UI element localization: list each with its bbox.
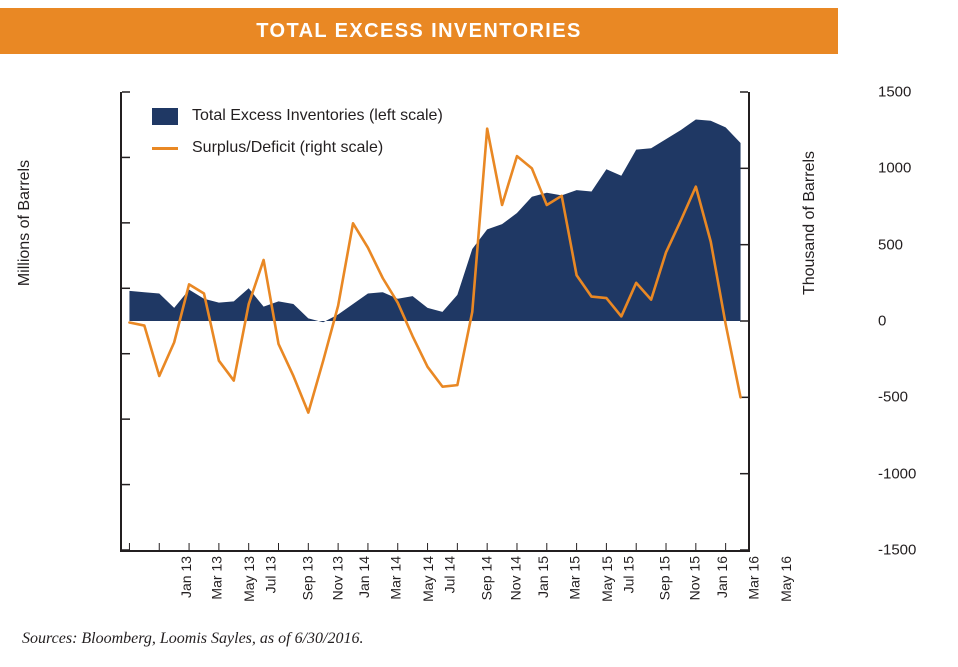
x-axis-tick: Jan 15	[535, 556, 552, 599]
legend-swatch-line-icon	[152, 147, 178, 150]
x-axis-tick: Mar 15	[566, 556, 583, 600]
x-axis-tick: Jul 13	[262, 556, 279, 594]
chart-container	[0, 54, 917, 614]
chart-title-bar	[0, 8, 838, 54]
x-axis-tick: May 15	[598, 556, 615, 602]
x-axis-tick: Sep 15	[656, 556, 673, 601]
x-axis-tick: Mar 16	[745, 556, 762, 600]
legend-label-line: Surplus/Deficit (right scale)	[192, 139, 384, 156]
y-axis-left-title: Millions of Barrels	[16, 159, 33, 287]
chart-legend	[152, 100, 492, 164]
x-axis-tick: Sep 14	[477, 556, 494, 601]
y-axis-right-tick: -1500	[878, 541, 917, 559]
x-axis-tick: May 14	[419, 556, 436, 602]
x-axis-tick: Jul 14	[441, 556, 458, 594]
y-axis-right-tick: 0	[878, 312, 887, 330]
legend-label-area: Total Excess Inventories (left scale)	[192, 107, 443, 124]
legend-swatch-area-icon	[152, 108, 178, 125]
x-axis-tick: Jan 13	[177, 556, 194, 599]
x-axis-tick: Sep 13	[299, 556, 316, 601]
legend-item-area	[152, 100, 492, 132]
x-axis-tick: Mar 14	[387, 556, 404, 600]
x-axis-tick: Nov 13	[328, 556, 345, 601]
legend-item-line	[152, 132, 492, 164]
x-axis-tick: Jan 16	[714, 556, 731, 599]
y-axis-right-tick: -500	[878, 388, 909, 406]
y-axis-right-tick: 1000	[878, 159, 912, 177]
x-axis-tick: May 13	[241, 556, 258, 602]
x-axis-tick: Jul 15	[619, 556, 636, 594]
y-axis-right-title: Thousand of Barrels	[801, 150, 818, 296]
y-axis-right-tick: 1500	[878, 83, 912, 101]
x-axis-tick: Jan 14	[356, 556, 373, 599]
x-axis-tick: May 16	[777, 556, 794, 602]
x-axis-tick: Nov 14	[507, 556, 524, 601]
page-title: TOTAL EXCESS INVENTORIES	[256, 19, 582, 42]
x-axis-tick: Mar 13	[208, 556, 225, 600]
x-axis-tick: Nov 15	[686, 556, 703, 601]
y-axis-right-tick: -1000	[878, 465, 917, 483]
source-note: Sources: Bloomberg, Loomis Sayles, as of 6/30/2016.	[22, 630, 364, 647]
y-axis-right-tick: 500	[878, 236, 904, 254]
